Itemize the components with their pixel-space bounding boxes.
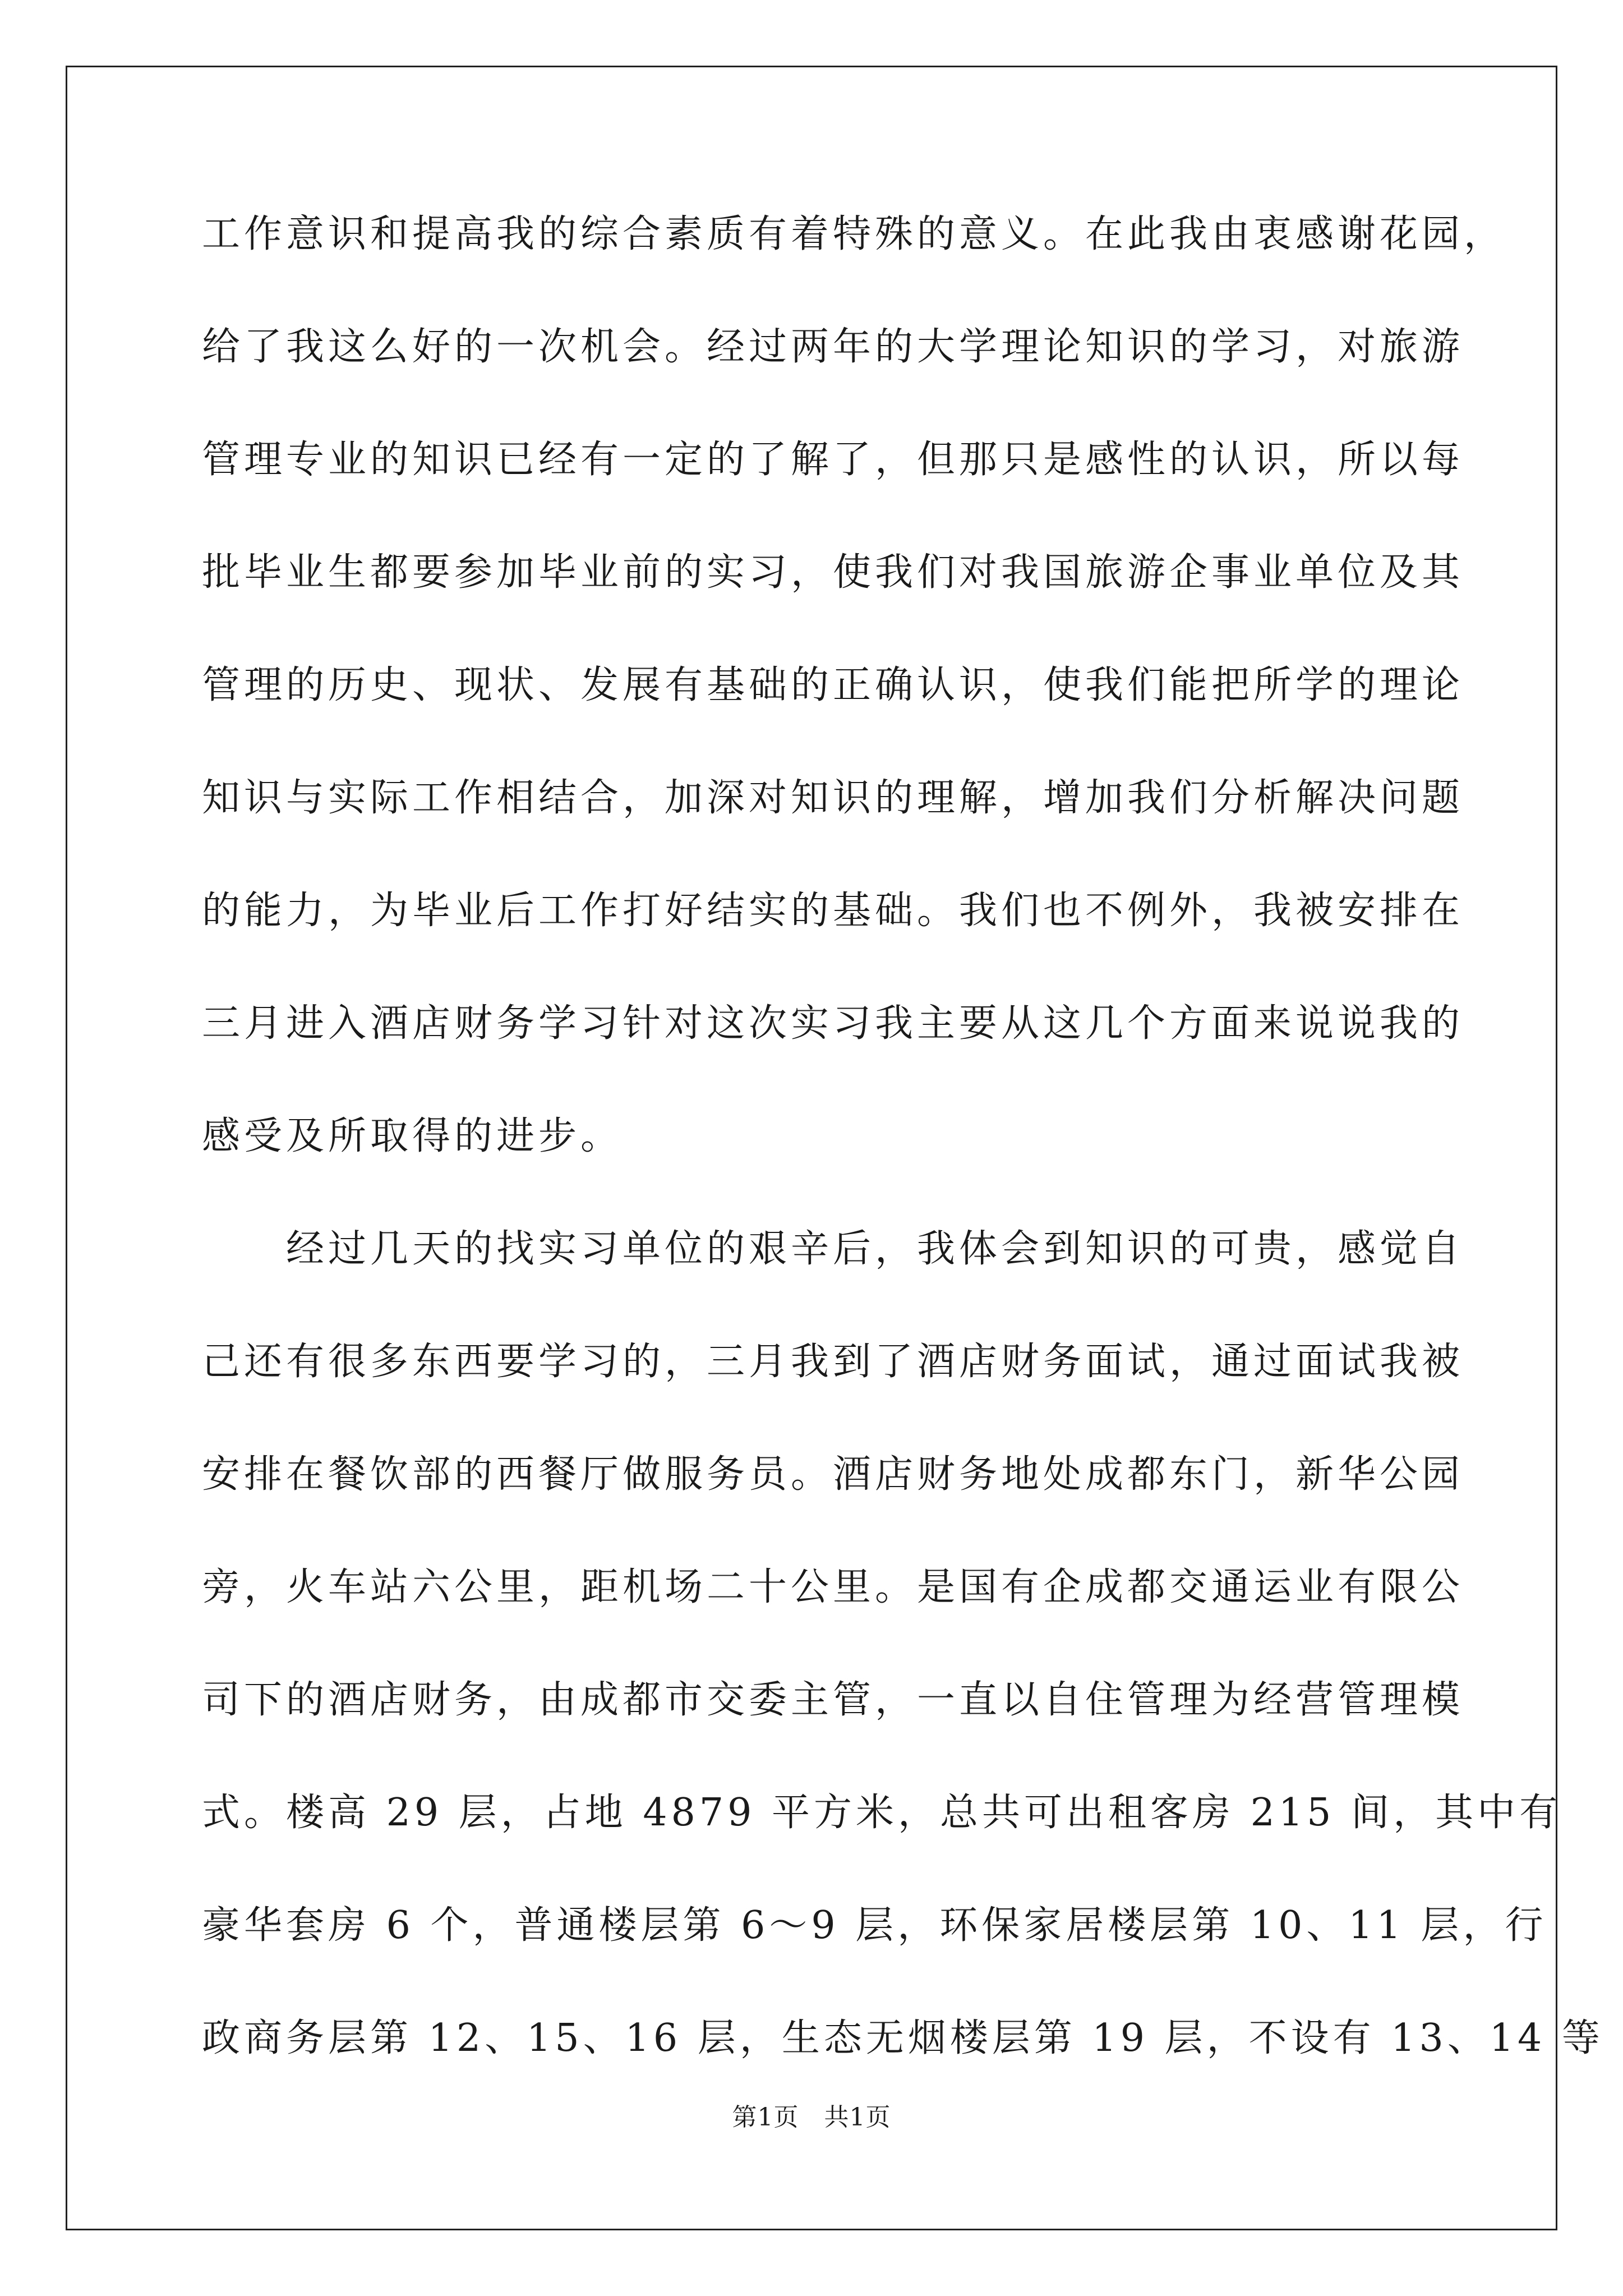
text-line: 式。楼高 29 层，占地 4879 平方米，总共可出租客房 215 间，其中有 [202, 1791, 1562, 1835]
text-line: 旁，火车站六公里，距机场二十公里。是国有企成都交通运业有限公 [202, 1565, 1464, 1609]
text-line: 三月进入酒店财务学习针对这次实习我主要从这几个方面来说说我的 [202, 1001, 1464, 1046]
text-line: 知识与实际工作相结合，加深对知识的理解，增加我们分析解决问题 [202, 776, 1464, 820]
text-line: 经过几天的找实习单位的艰辛后，我体会到知识的可贵，感觉自 [286, 1227, 1464, 1271]
text-line: 政商务层第 12、15、16 层，生态无烟楼层第 19 层，不设有 13、14 等 [202, 2016, 1604, 2060]
document-body [202, 212, 1604, 2129]
text-line: 己还有很多东西要学习的，三月我到了酒店财务面试，通过面试我被 [202, 1340, 1464, 1384]
text-line: 安排在餐饮部的西餐厅做服务员。酒店财务地处成都东门，新华公园 [202, 1452, 1464, 1497]
text-line: 工作意识和提高我的综合素质有着特殊的意义。在此我由衷感谢花园， [202, 212, 1506, 256]
text-line: 管理的历史、现状、发展有基础的正确认识，使我们能把所学的理论 [202, 663, 1464, 707]
text-line: 豪华套房 6 个，普通楼层第 6～9 层，环保家居楼层第 10、11 层，行 [202, 1903, 1547, 1948]
text-line: 司下的酒店财务，由成都市交委主管，一直以自住管理为经营管理模 [202, 1678, 1464, 1722]
text-line: 给了我这么好的一次机会。经过两年的大学理论知识的学习，对旅游 [202, 325, 1464, 369]
page-footer: 第1页 共1页 [732, 2103, 891, 2132]
text-line: 的能力，为毕业后工作打好结实的基础。我们也不例外，我被安排在 [202, 889, 1464, 933]
text-line: 批毕业生都要参加毕业前的实习，使我们对我国旅游企事业单位及其 [202, 550, 1464, 595]
text-line: 感受及所取得的进步。 [202, 1114, 623, 1158]
text-line: 管理专业的知识已经有一定的了解了，但那只是感性的认识，所以每 [202, 438, 1464, 482]
